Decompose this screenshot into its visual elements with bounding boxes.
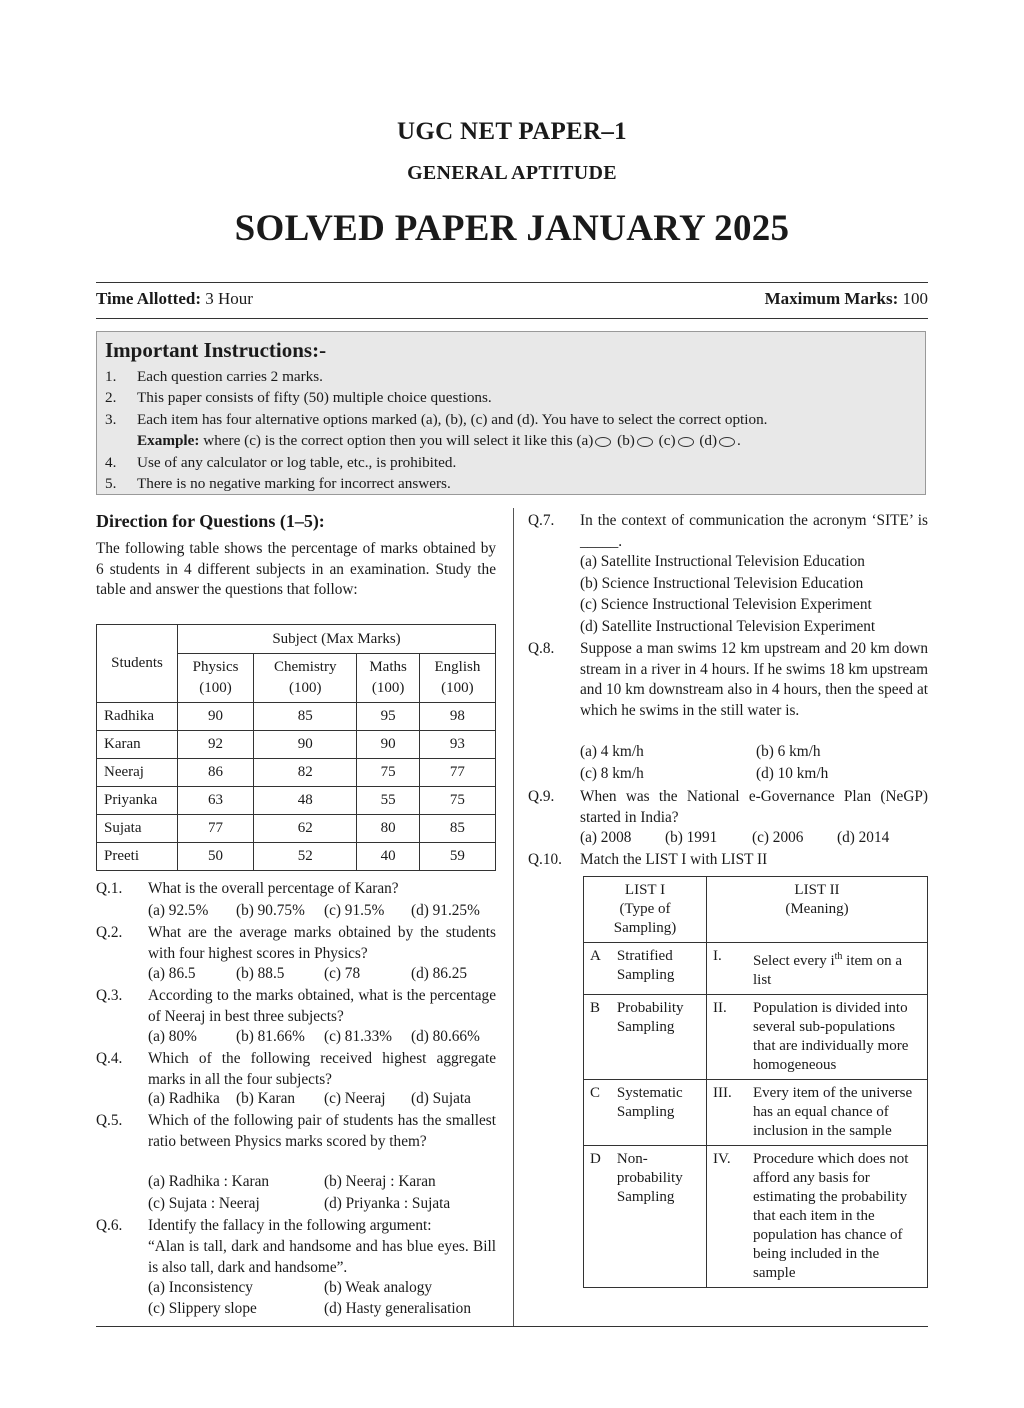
marks-value: 100	[902, 289, 928, 308]
option: (b) Science Instructional Television Education	[580, 575, 864, 592]
option: (d) 2014	[837, 829, 890, 846]
option: (a) 80%	[148, 1028, 197, 1045]
marks-table	[96, 624, 496, 871]
direction-text: The following table shows the percentage of marks obtained by 6 students in 4 different subjects in an examination. Study the table and answer the questions that follow:	[96, 540, 496, 598]
maximum-marks	[765, 289, 928, 309]
bubble-icon	[719, 437, 735, 447]
option: (c) 91.5%	[324, 902, 385, 919]
subject-group-header: Subject (Max Marks)	[178, 625, 496, 654]
table-row: Neeraj 86 82 75 77	[97, 759, 496, 787]
option: (d) Priyanka : Sujata	[324, 1195, 451, 1212]
option: (c) 81.33%	[324, 1028, 392, 1045]
option: (b) 81.66%	[236, 1028, 305, 1045]
option: (a) Radhika	[148, 1090, 220, 1107]
subject-header: Maths (100)	[357, 654, 420, 703]
option: (c) Neeraj	[324, 1090, 386, 1107]
option: (b) 6 km/h	[756, 743, 821, 760]
option: (c) 78	[324, 965, 361, 982]
option: (d) 91.25%	[411, 902, 480, 919]
option: (d) 86.25	[411, 965, 468, 982]
option: (c) 2006	[752, 829, 804, 846]
students-header: Students	[97, 625, 178, 703]
match-table	[583, 876, 928, 1288]
option: (a) Satellite Instructional Television Education	[580, 553, 865, 570]
direction-heading: Direction for Questions (1–5):	[96, 511, 325, 531]
table-row: Radhika 90 85 95 98	[97, 703, 496, 731]
table-row: Priyanka 63 48 55 75	[97, 787, 496, 815]
list1-header: LIST I (Type of Sampling)	[584, 877, 707, 943]
table-row: C Systematic Sampling III. Every item of the universe has an equal chance of inclusion in the sample	[584, 1080, 928, 1146]
option: (b) 88.5	[236, 965, 285, 982]
option: (b) Neeraj : Karan	[324, 1173, 436, 1190]
table-row: D Non-probability Sampling IV. Procedure which does not afford any basis for estimating the probability that each item in the population has chance of being included in the sample	[584, 1146, 928, 1288]
instructions-title: Important Instructions:-	[105, 338, 327, 362]
table-row: Preeti 50 52 40 59	[97, 843, 496, 871]
option: (c) 8 km/h	[580, 765, 644, 782]
header-rule	[96, 282, 928, 283]
table-row: B Probability Sampling II. Population is divided into several sub-populations that are individually more homogeneous	[584, 995, 928, 1080]
time-allotted	[96, 289, 253, 309]
bubble-icon	[637, 437, 653, 447]
meta-rule	[96, 318, 928, 319]
option: (b) 90.75%	[236, 902, 305, 919]
instructions-box: Important Instructions:- 1. Each question carries 2 marks. 2. This paper consists of fifty (50) multiple choice questions. 3. Each item has four alternative options marked (a), (b), (c) and (d). You have to select the correct option. Example: where (c) is the correct option then you will select it like this (a) (b) (c) (d) . 4. Use of any calculator or log table, etc., is prohibited. 5. There is no negative marking for incorrect answers.	[96, 331, 926, 495]
subject-header: Chemistry (100)	[254, 654, 357, 703]
paper-title: UGC NET PAPER–1	[397, 118, 627, 145]
bubble-icon	[595, 437, 611, 447]
option: (d) 80.66%	[411, 1028, 480, 1045]
paper-heading: SOLVED PAPER JANUARY 2025	[234, 208, 790, 249]
option: (a) 2008	[580, 829, 632, 846]
option: (d) Sujata	[411, 1090, 471, 1107]
option: (c) Science Instructional Television Experiment	[580, 596, 872, 613]
option: (a) 4 km/h	[580, 743, 644, 760]
column-divider	[513, 508, 514, 1326]
instruction-example: Example: where (c) is the correct option then you will select it like this (a) (b) (c) (d) .	[137, 432, 741, 449]
option: (c) Slippery slope	[148, 1300, 257, 1317]
time-value: 3 Hour	[205, 289, 253, 308]
table-row: A Stratified Sampling I. Select every $i^{th}$ item on a list	[584, 943, 928, 995]
subject-header: Physics (100)	[178, 654, 254, 703]
table-row: Sujata 77 62 80 85	[97, 815, 496, 843]
option: (d) Satellite Instructional Television Experiment	[580, 618, 876, 635]
marks-label: Maximum Marks:	[764, 289, 899, 308]
bubble-icon	[678, 437, 694, 447]
list2-header: LIST II (Meaning)	[707, 877, 928, 943]
option: (c) Sujata : Neeraj	[148, 1195, 260, 1212]
time-label: Time Allotted:	[96, 289, 201, 308]
option: (d) 10 km/h	[756, 765, 829, 782]
option: (d) Hasty generalisation	[324, 1300, 471, 1317]
paper-subtitle: GENERAL APTITUDE	[407, 162, 617, 184]
footer-rule	[96, 1326, 928, 1327]
option: (a) Radhika : Karan	[148, 1173, 270, 1190]
question-quote: “Alan is tall, dark and handsome and has blue eyes. Bill is also tall, dark and handsome”.	[148, 1238, 496, 1276]
option: (a) Inconsistency	[148, 1279, 253, 1296]
option: (a) 86.5	[148, 965, 196, 982]
option: (a) 92.5%	[148, 902, 209, 919]
subject-header: English (100)	[419, 654, 495, 703]
option: (b) Karan	[236, 1090, 296, 1107]
table-row: Karan 92 90 90 93	[97, 731, 496, 759]
option: (b) 1991	[665, 829, 718, 846]
option: (b) Weak analogy	[324, 1279, 433, 1296]
